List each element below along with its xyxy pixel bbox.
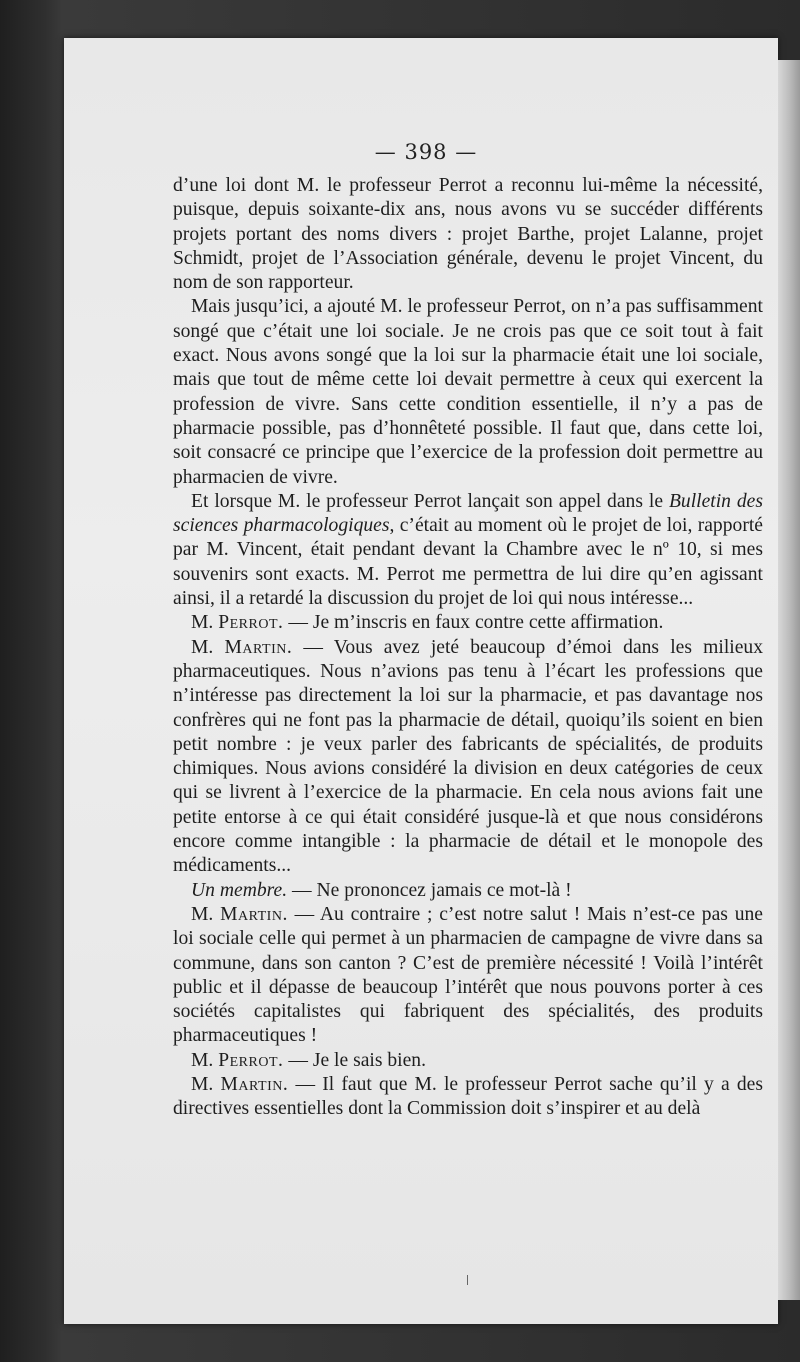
- ink-speck: [467, 1275, 468, 1285]
- next-page-edge: [778, 60, 800, 1300]
- speaker-name: Perrot.: [218, 1049, 284, 1071]
- dialogue-membre: Un membre. — Ne prononcez jamais ce mot-là !: [191, 879, 572, 901]
- body-text: [173, 174, 763, 1122]
- dialogue-perrot-1: M. Perrot. — Je m’inscris en faux contre cette affirmation.: [191, 612, 664, 634]
- paragraph-3-after: , c’était au moment où le projet de loi, rapporté par M. Vincent, était pendant devant la Chambre avec le nº 10, si mes souvenirs sont exacts. M. Perrot me permettra de lui dire qu’en agissant ainsi, il a retardé la discussion du projet de loi qui nous intéresse...: [173, 515, 763, 610]
- speaker-name: Un membre.: [191, 879, 288, 901]
- paragraph-2: Mais jusqu’ici, a ajouté M. le professeur Perrot, on n’a pas suffisamment songé que c’était une loi sociale. Je ne crois pas que ce soit tout à fait exact. Nous avons songé que la loi sur la pharmacie était une loi sociale, mais que tout de même cette loi devait permettre à ceux qui exercent la profession de vivre. Sans cette condition essentielle, il n’y a pas de pharmacie possible, pas d’honnêteté possible. Il faut que, dans cette loi, soit consacré ce principe que l’exercice de la profession doit permettre au pharmacien de vivre.: [173, 296, 763, 488]
- dialogue-perrot-2: M. Perrot. — Je le sais bien.: [191, 1049, 426, 1071]
- paragraph-3-before: Et lorsque M. le professeur Perrot lançait son appel dans le: [191, 490, 669, 512]
- dialogue-martin-2: M. Martin. — Au contraire ; c’est notre salut ! Mais n’est-ce pas une loi sociale celle qui permet à un pharmacien de campagne de vivre dans sa commune, dans son canton ? C’est de première nécessité ! Voilà l’intérêt public et il dépasse de beaucoup l’intérêt que nous pouvons porter à ces sociétés capitalistes qui fabriquent des spécialités, des produits pharmaceutiques !: [173, 903, 763, 1047]
- dialogue-martin-1: M. Martin. — Vous avez jeté beaucoup d’émoi dans les milieux pharmaceutiques. Nous n’avions pas tenu à l’écart les professions que n’intéresse pas directement la loi sur la pharmacie, et pas davantage nos confrères qui ne font pas la pharmacie de détail, quoiqu’ils soient en bien petit nombre : je veux parler des fabricants de spécialités, de produits chimiques. Nous avions considéré la division en deux catégories de ceux qui se livrent à l’exercice de la pharmacie. En cela nous avions fait une petite entorse à ce qui était considéré jusque-là et que nous considérons encore comme intangible : la pharmacie de détail et le monopole des médicaments...: [173, 636, 763, 877]
- speaker-name: Perrot.: [218, 612, 284, 634]
- speaker-name: Martin.: [220, 903, 288, 925]
- dialogue-martin-3: M. Martin. — Il faut que M. le professeur Perrot sache qu’il y a des directives essentielles dont la Commission doit s’inspirer et au delà: [173, 1073, 763, 1120]
- bulletin-title: Bulletin des sciences pharmacologiques: [173, 490, 763, 537]
- speaker-name: Martin.: [224, 636, 293, 658]
- paragraph-3: [173, 490, 763, 611]
- paragraph-1: d’une loi dont M. le professeur Perrot a reconnu lui-même la nécessité, puisque, depuis soixante-dix ans, nous avons vu se succéder différents projets portant des noms divers : projet Barthe, projet Lalanne, projet Schmidt, projet de l’Association générale, devenu le projet Vincent, du nom de son rapporteur.: [173, 175, 763, 294]
- page-number: — 398 —: [374, 140, 478, 164]
- speaker-name: Martin.: [220, 1073, 289, 1095]
